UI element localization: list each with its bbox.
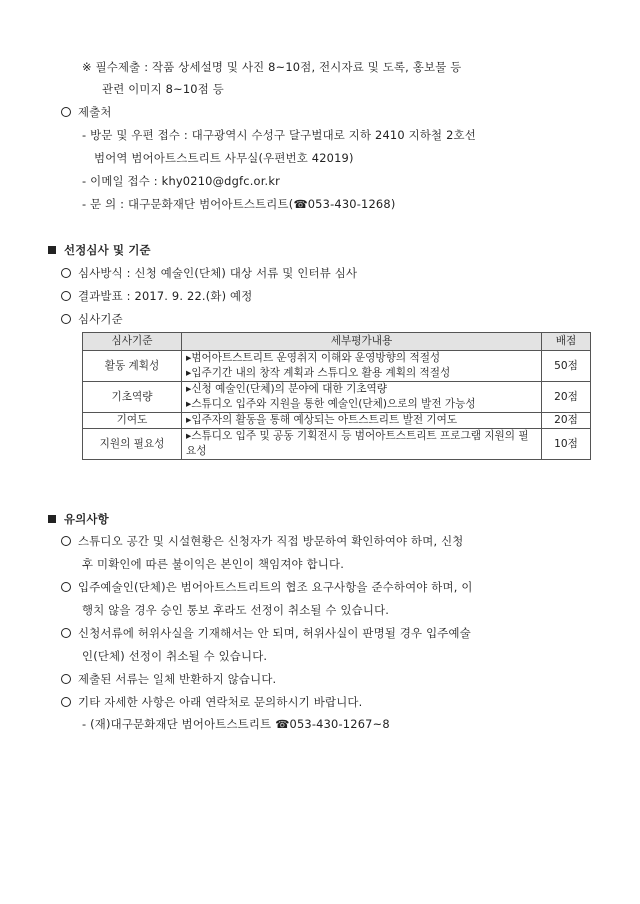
criterion-name: 지원의 필요성 xyxy=(83,429,182,460)
header-score: 배점 xyxy=(542,333,591,351)
submission-email: - 이메일 접수 : khy0210@dgfc.or.kr xyxy=(82,174,281,188)
notes-item-2-line-1: 입주예술인(단체)은 범어아트스트리트의 협조 요구사항을 준수하여야 하며, 이 xyxy=(61,579,473,595)
selection-result: 결과발표 : 2017. 9. 22.(화) 예정 xyxy=(61,288,252,304)
circle-bullet-icon xyxy=(61,107,71,117)
notes-heading xyxy=(48,511,109,527)
criterion-name: 기초역량 xyxy=(83,382,182,413)
selection-title: 선정심사 및 기준 xyxy=(64,243,151,257)
notes-item-1-line-1: 스튜디오 공간 및 시설현황은 신청자가 직접 방문하여 확인하여야 하며, 신청 xyxy=(61,533,464,549)
circle-bullet-icon xyxy=(61,314,71,324)
submission-inquiry: - 문 의 : 대구문화재단 범어아트스트리트(☎053-430-1268) xyxy=(82,197,396,211)
criterion-details: ▸입주자의 활동을 통해 예상되는 아트스트리트 발전 기여도 xyxy=(182,413,542,429)
selection-method: 심사방식 : 신청 예술인(단체) 대상 서류 및 인터뷰 심사 xyxy=(61,265,357,281)
selection-heading xyxy=(48,242,151,258)
notes-item-3-line-2: 인(단체) 선정이 취소될 수 있습니다. xyxy=(82,649,268,663)
notes-contact: - (재)대구문화재단 범어아트스트리트 ☎053-430-1267~8 xyxy=(82,717,390,731)
circle-bullet-icon xyxy=(61,291,71,301)
criterion-name: 활동 계획성 xyxy=(83,351,182,382)
submission-visit-line-1: - 방문 및 우편 접수 : 대구광역시 수성구 달구벌대로 지하 2410 지하철 2호선 xyxy=(82,128,476,142)
notes-item-1-line-2: 후 미확인에 따른 불이익은 본인이 책임져야 합니다. xyxy=(82,557,345,571)
circle-bullet-icon xyxy=(61,674,71,684)
square-bullet-icon xyxy=(48,246,56,254)
note-line-2: 관련 이미지 8~10점 등 xyxy=(102,82,224,96)
header-details: 세부평가내용 xyxy=(182,333,542,351)
note-line-1: ※ 필수제출 : 작품 상세설명 및 사진 8~10점, 전시자료 및 도록, 홍보물 등 xyxy=(82,60,462,74)
notes-item-4: 제출된 서류는 일체 반환하지 않습니다. xyxy=(61,671,276,687)
submission-heading xyxy=(61,104,112,120)
submission-title: 제출처 xyxy=(78,105,112,119)
table-row xyxy=(83,382,591,413)
circle-bullet-icon xyxy=(61,628,71,638)
table-row xyxy=(83,351,591,382)
circle-bullet-icon xyxy=(61,268,71,278)
criterion-details: ▸범어아트스트리트 운영취지 이해와 운영방향의 적절성 ▸입주기간 내의 창작 계획과 스튜디오 활용 계획의 적절성 xyxy=(182,351,542,382)
selection-criteria-heading: 심사기준 xyxy=(61,311,123,327)
notes-item-2-line-2: 행치 않을 경우 승인 통보 후라도 선정이 취소될 수 있습니다. xyxy=(82,603,390,617)
square-bullet-icon xyxy=(48,515,56,523)
circle-bullet-icon xyxy=(61,536,71,546)
table-row xyxy=(83,413,591,429)
criterion-score: 50점 xyxy=(542,351,591,382)
criterion-details: ▸신청 예술인(단체)의 분야에 대한 기초역량 ▸스튜디오 입주와 지원을 통한 예술인(단체)으로의 발전 가능성 xyxy=(182,382,542,413)
criterion-score: 10점 xyxy=(542,429,591,460)
criterion-score: 20점 xyxy=(542,413,591,429)
criterion-score: 20점 xyxy=(542,382,591,413)
circle-bullet-icon xyxy=(61,697,71,707)
submission-visit-line-2: 범어역 범어아트스트리트 사무실(우편번호 42019) xyxy=(94,151,354,165)
notes-item-5: 기타 자세한 사항은 아래 연락처로 문의하시기 바랍니다. xyxy=(61,694,362,710)
notes-title: 유의사항 xyxy=(64,512,109,526)
header-criterion: 심사기준 xyxy=(83,333,182,351)
table-row xyxy=(83,429,591,460)
criterion-name: 기여도 xyxy=(83,413,182,429)
table-header-row xyxy=(83,333,591,351)
notes-item-3-line-1: 신청서류에 허위사실을 기재해서는 안 되며, 허위사실이 판명될 경우 입주예술 xyxy=(61,625,471,641)
circle-bullet-icon xyxy=(61,582,71,592)
criterion-details: ▸스튜디오 입주 및 공동 기획전시 등 범어아트스트리트 프로그램 지원의 필요성 xyxy=(182,429,542,460)
criteria-table xyxy=(82,332,591,460)
